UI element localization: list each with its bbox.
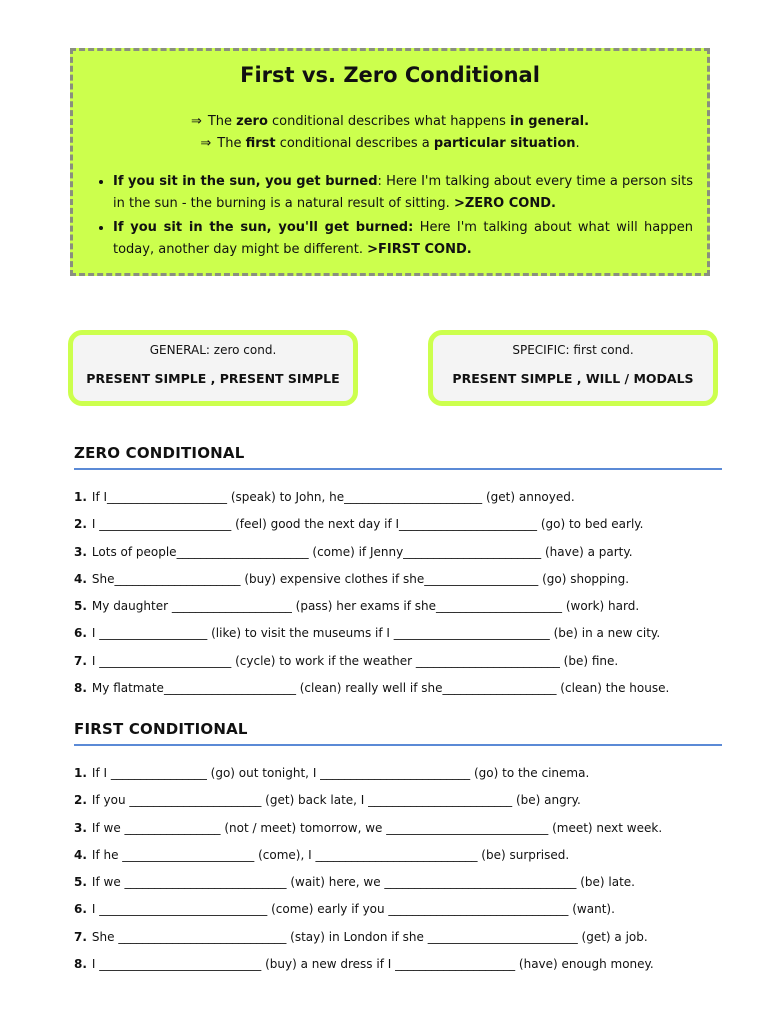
- exercise-text: Lots of people______________________ (come) if Jenny_______________________ (have) a party.: [91, 544, 633, 559]
- exercise-item: [74, 848, 714, 875]
- def-text: The: [207, 114, 237, 129]
- bullet-tag: >FIRST COND.: [367, 242, 472, 257]
- exercise-item: [74, 654, 714, 681]
- intro-box: [70, 48, 710, 276]
- exercise-item: [74, 599, 714, 626]
- exercise-text: If we ________________ (not / meet) tomorrow, we ___________________________ (meet) next week.: [91, 820, 663, 835]
- exercise-number: 8.: [74, 681, 87, 696]
- arrow-icon: ⇒: [200, 136, 212, 151]
- exercise-number: 8.: [74, 957, 87, 972]
- bullet-tag: >ZERO COND.: [453, 196, 556, 211]
- exercise-number: 7.: [74, 929, 87, 944]
- exercise-item: [74, 821, 714, 848]
- def-bold: in general.: [510, 114, 590, 129]
- panel-title: GENERAL: zero cond.: [149, 343, 277, 357]
- exercise-text: I ______________________ (feel) good the next day if I_______________________ (go) to bed early.: [91, 517, 644, 532]
- exercise-text: I ___________________________ (buy) a new dress if I ____________________ (have) enough money.: [91, 957, 654, 972]
- exercise-text: If I____________________ (speak) to John, he_______________________ (get) annoyed.: [91, 490, 575, 504]
- exercise-item: [74, 957, 714, 984]
- exercise-number: 7.: [74, 653, 87, 668]
- exercise-number: 5.: [74, 875, 87, 890]
- exercise-number: 5.: [74, 599, 87, 614]
- zero-exercise-list: [74, 490, 714, 708]
- exercise-text: I ____________________________ (come) early if you ______________________________ (want).: [91, 902, 615, 917]
- exercise-number: 1.: [74, 490, 87, 504]
- exercise-number: 6.: [74, 626, 87, 641]
- bullet-bold: If you sit in the sun, you'll get burned:: [113, 220, 414, 235]
- panel-body: PRESENT SIMPLE , WILL / MODALS: [452, 371, 694, 386]
- definition-first: [73, 133, 707, 155]
- exercise-text: She ____________________________ (stay) in London if she _________________________ (get) a job.: [91, 929, 648, 944]
- def-text: The: [217, 136, 246, 151]
- bullet-text: : Here I'm talking about every time a person sits in the sun - the burning is a natural result of sitting.: [113, 174, 693, 211]
- exercise-item: [74, 626, 714, 653]
- exercise-item: [74, 930, 714, 957]
- def-bold: first: [245, 136, 276, 151]
- definition-zero: [73, 111, 707, 133]
- definitions: [73, 111, 707, 155]
- exercise-text: If he ______________________ (come), I ___________________________ (be) surprised.: [91, 847, 570, 862]
- exercise-number: 2.: [74, 517, 87, 532]
- exercise-text: She_____________________ (buy) expensive clothes if she___________________ (go) shopping.: [91, 571, 630, 586]
- bullet-zero: [113, 171, 693, 215]
- exercise-item: [74, 490, 714, 517]
- page-title: First vs. Zero Conditional: [240, 63, 540, 87]
- section-title-zero: ZERO CONDITIONAL: [74, 444, 722, 470]
- exercise-number: 6.: [74, 902, 87, 917]
- def-bold: particular situation: [433, 136, 576, 151]
- panel-specific: [428, 330, 718, 406]
- bullet-first: [113, 217, 693, 261]
- exercise-item: [74, 545, 714, 572]
- exercise-item: [74, 517, 714, 544]
- exercise-item: [74, 875, 714, 902]
- exercise-text: My flatmate______________________ (clean) really well if she___________________ (clean) the house.: [91, 681, 670, 696]
- exercise-item: [74, 766, 714, 793]
- first-exercise-list: [74, 766, 714, 984]
- def-text: conditional describes a: [275, 136, 434, 151]
- exercise-number: 2.: [74, 793, 87, 808]
- exercise-number: 1.: [74, 766, 87, 780]
- exercise-text: I ______________________ (cycle) to work if the weather ________________________ (be) fine.: [91, 653, 619, 668]
- exercise-number: 4.: [74, 847, 87, 862]
- exercise-text: If you ______________________ (get) back late, I ________________________ (be) angry.: [91, 793, 581, 808]
- panel-title: SPECIFIC: first cond.: [512, 343, 634, 357]
- bullet-bold: If you sit in the sun, you get burned: [113, 174, 378, 189]
- def-bold: zero: [236, 114, 268, 129]
- exercise-text: If we ___________________________ (wait) here, we ________________________________ (be) late.: [91, 875, 635, 890]
- exercise-number: 3.: [74, 820, 87, 835]
- exercise-item: [74, 793, 714, 820]
- exercise-number: 4.: [74, 571, 87, 586]
- exercise-text: I __________________ (like) to visit the museums if I __________________________ (be) in a new city.: [91, 626, 661, 641]
- def-text: conditional describes what happens: [267, 114, 511, 129]
- exercise-text: My daughter ____________________ (pass) her exams if she_____________________ (work) hard.: [91, 599, 640, 614]
- exercise-item: [74, 572, 714, 599]
- exercise-text: If I ________________ (go) out tonight, I _________________________ (go) to the cinema.: [91, 766, 590, 780]
- section-title-first: FIRST CONDITIONAL: [74, 720, 722, 746]
- panel-general: [68, 330, 358, 406]
- exercise-number: 3.: [74, 544, 87, 559]
- panel-body: PRESENT SIMPLE , PRESENT SIMPLE: [86, 371, 340, 386]
- example-bullets: [113, 171, 693, 261]
- arrow-icon: ⇒: [190, 114, 202, 129]
- bullet-text: Here I'm talking about what will happen today, another day might be different.: [113, 220, 694, 257]
- def-text: .: [575, 136, 580, 151]
- exercise-item: [74, 902, 714, 929]
- exercise-item: [74, 681, 714, 708]
